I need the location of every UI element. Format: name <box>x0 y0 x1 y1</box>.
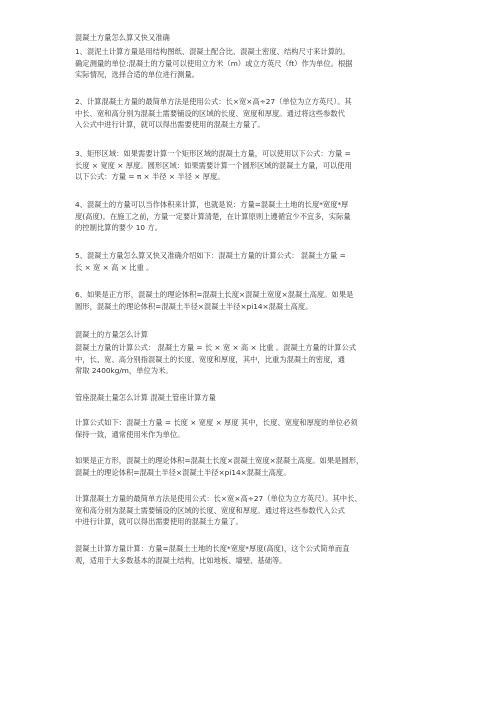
text-line: 4、混凝土的方量可以当作体积来计算，也就是说：方量=混凝土土地的长度*宽度*厚 <box>75 200 349 209</box>
text-line: 中长、宽和高分别为混凝土需要铺设的区域的长度、宽度和厚度。通过将这些参数代 <box>75 108 345 118</box>
paragraph-9 <box>75 455 430 478</box>
text-line: 1、混泥土计算方量是用结构图纸、混凝土配合比、混凝土密度、结构尺寸来计算的。 <box>75 47 350 56</box>
text-line: 度(高度)。在施工之前，方量一定要计算清楚，在计算原则上遵循宜少不宜多，实际量 <box>75 211 351 221</box>
text-line: 2、计算混凝土方量的最简单方法是使用公式：长×宽×高÷27（单位为立方英尺）。其 <box>75 97 352 106</box>
text-line: 3、矩形区域：如果需要计算一个矩形区域的混凝土方量，可以使用以下公式：方量 = <box>75 149 351 158</box>
text-line: 的控制比算的要少 10 方。 <box>75 223 162 233</box>
text-line: 6、如果是正方形，混凝土的理论体积=混凝土长度×混凝土宽度×混凝土高度。如果是 <box>75 290 354 299</box>
paragraph-4 <box>75 199 430 234</box>
text-line: 长度 × 宽度 × 厚度。圆形区域：如果需要计算一个圆形区域的混凝土方量，可以使用 <box>75 160 352 170</box>
text-line: 混凝土的理论体积=混凝土半径×混凝土半径×pi14×混凝土高度。 <box>75 467 291 477</box>
paragraph-7 <box>75 342 430 377</box>
text-line: 中，长、宽、高分别指混凝土的长度、宽度和厚度，其中，比重为混凝土的密度，通 <box>75 354 345 364</box>
text-line: 保持一致，通常使用米作为单位。 <box>75 429 185 439</box>
text-line: 计算混凝土方量的最简单方法是使用公式：长×宽×高÷27（单位为立方英尺）。其中长、 <box>75 494 362 503</box>
subheading-line: 混凝土的方量怎么计算 <box>75 330 148 339</box>
subheading-concrete-volume <box>75 329 430 341</box>
text-line: 混凝土计算方量计算：方量=混凝土土地的长度*宽度*厚度(高度)，这个公式简单而直 <box>75 544 350 553</box>
text-line: 计算公式如下：混凝土方量 = 长度 × 宽度 × 厚度 其中，长度、宽度和厚度的单位必须 <box>75 418 358 427</box>
text-line: 常取 2400kg/m，单位为米。 <box>75 366 173 376</box>
text-line: 混凝土方量的计算公式： 混凝土方量 = 长 × 宽 × 高 × 比重 。混凝土方量的计算公式 <box>75 343 357 352</box>
paragraph-6 <box>75 289 430 312</box>
document-title <box>75 32 430 44</box>
paragraph-2 <box>75 96 430 131</box>
text-line: 宽和高分别为混凝土需要铺设的区域的长度、宽度和厚度。通过将这些参数代入公式 <box>75 505 345 515</box>
subheading-line: 管座混凝土量怎么计算 混凝土管座计算方量 <box>75 393 216 402</box>
paragraph-11 <box>75 543 430 566</box>
text-line: 中进行计算，就可以得出需要使用的混凝土方量了。 <box>75 517 243 527</box>
text-line: 如果是正方形，混凝土的理论体积=混凝土长度×混凝土宽度×混凝土高度。如果是圆形， <box>75 456 364 465</box>
paragraph-3 <box>75 148 430 183</box>
paragraph-10 <box>75 493 430 528</box>
text-line: 实际情况，选择合适的单位进行测量。 <box>75 70 200 80</box>
title-line: 混凝土方量怎么算又快又准确 <box>75 33 170 42</box>
paragraph-1 <box>75 46 430 81</box>
paragraph-5 <box>75 250 430 273</box>
paragraph-8 <box>75 417 430 440</box>
text-line: 圆形，混凝土的理论体积=混凝土半径×混凝土半径×pi14×混凝土高度。 <box>75 301 313 311</box>
subheading-pipe-base <box>75 392 430 404</box>
text-line: 确定测量的单位:混凝土的方量可以使用立方米（m）或立方英尺（ft）作为单位。根据 <box>75 58 353 68</box>
text-line: 5、混凝土方量怎么算又快又准确介绍如下：混凝土方量的计算公式： 混凝土方量 = <box>75 251 346 260</box>
text-line: 观，适用于大多数基本的混凝土结构，比如地板、墙壁、基础等。 <box>75 555 287 565</box>
text-line: 入公式中进行计算，就可以得出需要使用的混凝土方量了。 <box>75 120 265 130</box>
text-line: 长 × 宽 × 高 × 比重 。 <box>75 262 154 272</box>
text-line: 以下公式：方量 = π × 半径 × 半径 × 厚度。 <box>75 172 225 182</box>
